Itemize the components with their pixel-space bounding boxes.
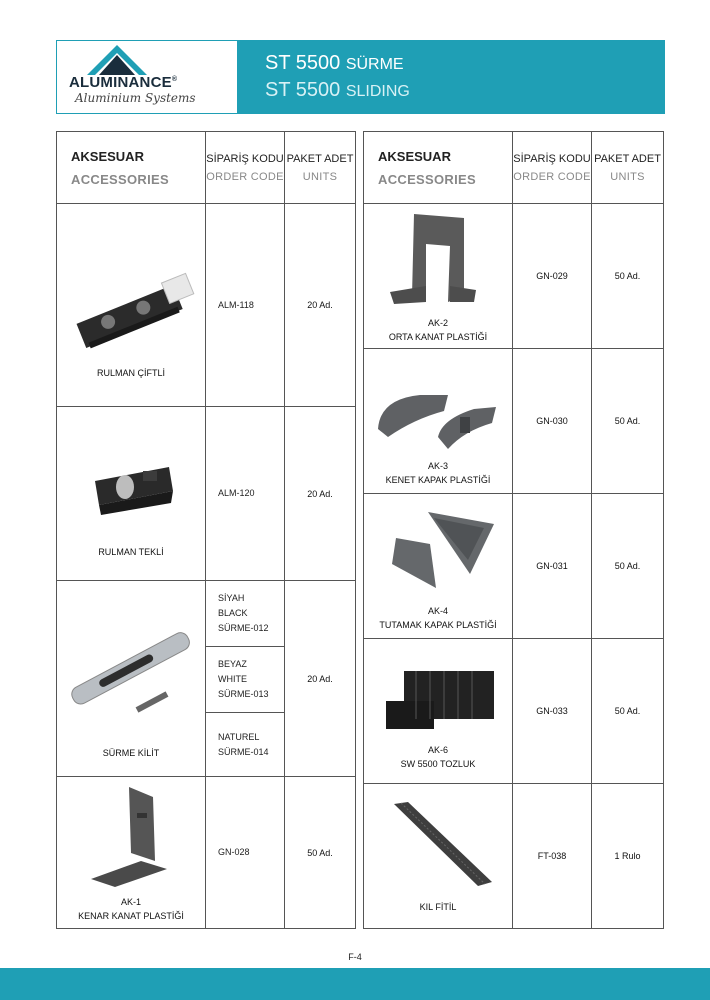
product-cell: [364, 784, 513, 929]
product-name: KIL FİTİL: [419, 902, 457, 912]
product-cell: [364, 639, 513, 784]
product-name: AK-2 ORTA KANAT PLASTİĞİ: [388, 318, 488, 342]
product-name: SÜRME KİLİT: [102, 748, 160, 758]
surme-kilit-image: [57, 611, 206, 731]
table-header-row: [57, 132, 356, 204]
product-name: RULMAN ÇİFTLİ: [96, 368, 165, 378]
rulman-tekli-image: [57, 447, 206, 527]
order-code-column-header: SİPARİŞ KODU ORDER CODE: [513, 132, 592, 204]
brand-tagline: Aluminium Systems: [75, 91, 196, 105]
product-name: RULMAN TEKLİ: [98, 547, 164, 557]
title-banner: [237, 41, 664, 113]
ak6-image: [364, 657, 513, 757]
units-column-header: PAKET ADET UNITS: [592, 132, 664, 204]
package-units: 1 Rulo: [592, 784, 664, 929]
order-code-variant: SİYAH BLACK SÜRME-012: [206, 581, 285, 647]
page-number: F-4: [348, 952, 362, 962]
rulman-ciftli-image: [57, 244, 206, 374]
product-name: AK-6 SW 5500 TOZLUK: [400, 745, 476, 769]
order-code-variant: BEYAZ WHITE SÜRME-013: [206, 647, 285, 713]
accessory-column-header: AKSESUAR ACCESSORIES: [57, 132, 206, 204]
table-row: [364, 494, 664, 639]
package-units: 50 Ad.: [592, 639, 664, 784]
package-units: 50 Ad.: [592, 494, 664, 639]
order-code: GN-031: [513, 494, 592, 639]
accessory-column-header: AKSESUAR ACCESSORIES: [364, 132, 513, 204]
package-units: 20 Ad.: [285, 581, 356, 777]
left-accessory-table: [56, 131, 356, 929]
units-column-header: PAKET ADET UNITS: [285, 132, 356, 204]
ak1-image: [57, 783, 206, 893]
table-header-row: [364, 132, 664, 204]
product-cell: [57, 581, 206, 777]
order-code: GN-033: [513, 639, 592, 784]
order-code: ALM-120: [206, 407, 285, 581]
product-cell: [57, 407, 206, 581]
right-accessory-table: [363, 131, 664, 929]
package-units: 20 Ad.: [285, 407, 356, 581]
table-row: [57, 204, 356, 407]
order-code: FT-038: [513, 784, 592, 929]
table-row: [57, 777, 356, 929]
table-row: [364, 204, 664, 349]
table-row: [364, 784, 664, 929]
product-name: AK-1 KENAR KANAT PLASTİĞİ: [78, 897, 184, 921]
product-cell: [57, 777, 206, 929]
order-code: ALM-118: [206, 204, 285, 407]
table-row: [364, 639, 664, 784]
product-cell: [364, 494, 513, 639]
table-row: [364, 349, 664, 494]
ak4-image: [364, 504, 513, 604]
order-code: GN-028: [206, 777, 285, 929]
product-name: AK-3 KENET KAPAK PLASTİĞİ: [385, 461, 491, 485]
order-code-variant: NATUREL SÜRME-014: [206, 713, 285, 777]
package-units: 50 Ad.: [285, 777, 356, 929]
product-cell: [364, 204, 513, 349]
table-row: [57, 407, 356, 581]
package-units: 50 Ad.: [592, 204, 664, 349]
title-turkish: ST 5500 SÜRME: [265, 52, 404, 74]
ak3-image: [364, 359, 513, 459]
order-code: GN-029: [513, 204, 592, 349]
brand-name: ALUMINANCE®: [69, 74, 178, 91]
product-cell: [364, 349, 513, 494]
footer-bar: [0, 968, 710, 1000]
product-name: AK-4 TUTAMAK KAPAK PLASTİĞİ: [379, 606, 497, 630]
package-units: 20 Ad.: [285, 204, 356, 407]
product-cell: [57, 204, 206, 407]
title-english: ST 5500 SLIDING: [265, 79, 410, 101]
order-code-column-header: SİPARİŞ KODU ORDER CODE: [206, 132, 285, 204]
brand-logo: [57, 41, 237, 113]
kil-fitil-image: [364, 794, 513, 894]
order-code: GN-030: [513, 349, 592, 494]
page-header: [56, 40, 665, 114]
ak2-image: [364, 206, 513, 316]
package-units: 50 Ad.: [592, 349, 664, 494]
table-row: [57, 581, 356, 647]
